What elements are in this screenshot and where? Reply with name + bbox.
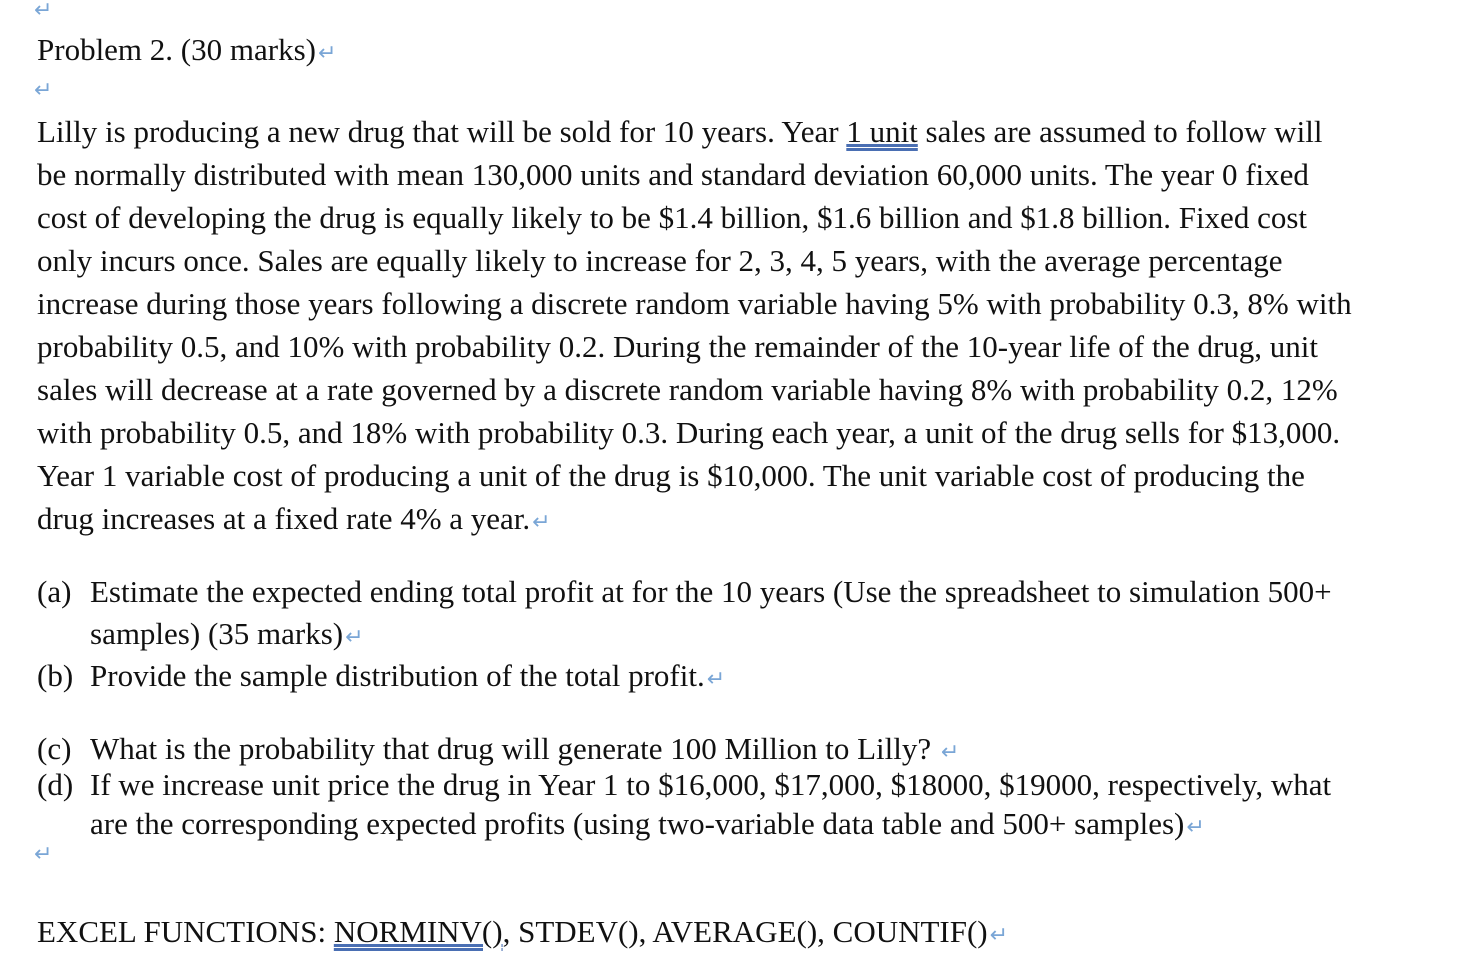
body-line: only incurs once. Sales are equally likely to increase for 2, 3, 4, 5 years, with the average percentage: [37, 243, 1283, 278]
excel-functions-line: EXCEL FUNCTIONS: NORMINV(), STDEV(), AVERAGE(), COUNTIF()↵: [37, 914, 1009, 949]
question-b-text: Provide the sample distribution of the total profit.↵: [90, 658, 726, 693]
question-d-label: (d): [37, 767, 74, 802]
problem-heading: Problem 2. (30 marks)↵: [37, 32, 337, 67]
body-line: increase during those years following a discrete random variable having 5% with probability 0.3, 8% with: [37, 286, 1352, 321]
paragraph-mark-icon: ↵: [317, 41, 337, 66]
paragraph-mark-icon: ↵: [706, 667, 726, 692]
body-line: Year 1 variable cost of producing a unit of the drug is $10,000. The unit variable cost of producing the: [37, 458, 1305, 493]
paragraph-mark-icon: ↵: [345, 625, 364, 650]
paragraph-mark-icon: ↵: [940, 740, 960, 765]
question-d-text-cont: are the corresponding expected profits (using two-variable data table and 500+ samples)↵: [90, 806, 1205, 841]
question-c-label: (c): [37, 731, 72, 766]
body-line: sales will decrease at a rate governed by a discrete random variable having 8% with probability 0.2, 12%: [37, 372, 1338, 407]
question-d-text: If we increase unit price the drug in Year 1 to $16,000, $17,000, $18000, $19000, respectively, what: [90, 767, 1332, 802]
body-line: drug increases at a fixed rate 4% a year.↵: [37, 501, 551, 536]
question-c-text: What is the probability that drug will generate 100 Million to Lilly? ↵: [90, 731, 960, 766]
paragraph-mark-icon: ↵: [34, 0, 53, 23]
body-line: be normally distributed with mean 130,000 units and standard deviation 60,000 units. The year 0 fixed: [37, 157, 1309, 192]
question-b-label: (b): [37, 658, 74, 693]
question-a-label: (a): [37, 574, 72, 609]
paragraph-mark-icon: ↵: [34, 78, 53, 103]
body-line: cost of developing the drug is equally likely to be $1.4 billion, $1.6 billion and $1.8 billion. Fixed cost: [37, 200, 1308, 235]
body-line: probability 0.5, and 10% with probability 0.2. During the remainder of the 10-year life of the drug, unit: [37, 329, 1319, 364]
body-line: with probability 0.5, and 18% with probability 0.3. During each year, a unit of the drug sells for $13,000.: [37, 415, 1341, 450]
body-line: Lilly is producing a new drug that will be sold for 10 years. Year 1 unit sales are assumed to follow will: [37, 114, 1323, 149]
paragraph-mark-icon: ↵: [989, 923, 1009, 948]
norminv-function: NORMINV(): [333, 914, 503, 949]
question-a-text-cont: samples) (35 marks)↵: [90, 616, 364, 651]
question-a-text: Estimate the expected ending total profit at for the 10 years (Use the spreadsheet to simulation 500+: [90, 574, 1332, 609]
paragraph-mark-icon: ↵: [532, 510, 551, 535]
paragraph-mark-icon: ↵: [34, 842, 53, 867]
underlined-text: 1 unit: [846, 114, 918, 149]
paragraph-mark-icon: ↵: [1186, 815, 1205, 840]
